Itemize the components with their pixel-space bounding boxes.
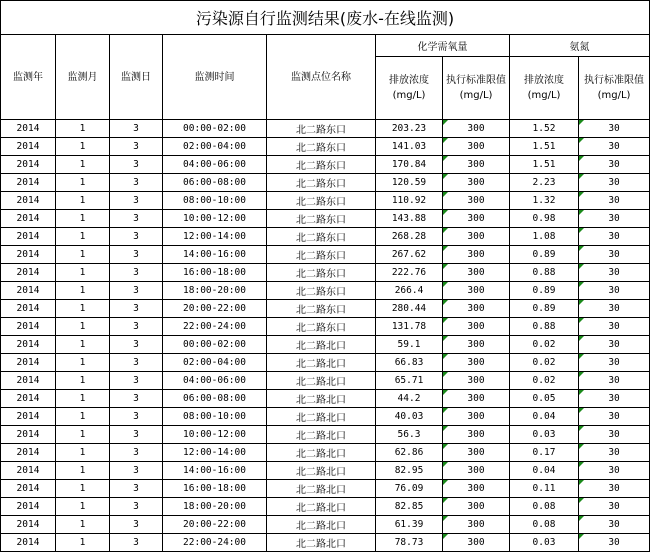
cell-year: 2014	[1, 192, 56, 210]
cell-time: 04:00-06:00	[163, 372, 267, 390]
cell-day: 3	[110, 516, 163, 534]
cell-cod-concentration: 120.59	[376, 174, 443, 192]
cell-month: 1	[56, 246, 110, 264]
cell-nh3-limit: 30	[579, 120, 650, 138]
cell-cod-limit: 300	[443, 534, 510, 552]
cell-nh3-concentration: 0.08	[510, 516, 579, 534]
cell-cod-limit: 300	[443, 462, 510, 480]
cell-cod-concentration: 131.78	[376, 318, 443, 336]
cell-day: 3	[110, 120, 163, 138]
cell-cod-concentration: 82.85	[376, 498, 443, 516]
cell-day: 3	[110, 534, 163, 552]
cell-nh3-concentration: 0.98	[510, 210, 579, 228]
header-nh3-concentration: 排放浓度(mg/L)	[510, 57, 579, 120]
cell-month: 1	[56, 138, 110, 156]
cell-year: 2014	[1, 228, 56, 246]
cell-time: 10:00-12:00	[163, 426, 267, 444]
table-row	[1, 372, 650, 390]
cell-time: 06:00-08:00	[163, 174, 267, 192]
cell-cod-limit: 300	[443, 120, 510, 138]
cell-nh3-concentration: 0.02	[510, 354, 579, 372]
cell-time: 06:00-08:00	[163, 390, 267, 408]
cell-nh3-concentration: 0.89	[510, 300, 579, 318]
cell-cod-concentration: 143.88	[376, 210, 443, 228]
header-group-cod: 化学需氧量	[376, 35, 510, 57]
cell-month: 1	[56, 408, 110, 426]
cell-cod-limit: 300	[443, 498, 510, 516]
cell-time: 14:00-16:00	[163, 462, 267, 480]
cell-cod-limit: 300	[443, 282, 510, 300]
cell-time: 12:00-14:00	[163, 444, 267, 462]
cell-year: 2014	[1, 120, 56, 138]
cell-nh3-limit: 30	[579, 480, 650, 498]
cell-day: 3	[110, 264, 163, 282]
cell-monitoring-point: 北二路北口	[267, 480, 376, 498]
cell-time: 02:00-04:00	[163, 138, 267, 156]
cell-nh3-concentration: 0.02	[510, 336, 579, 354]
cell-nh3-limit: 30	[579, 228, 650, 246]
cell-year: 2014	[1, 174, 56, 192]
cell-nh3-concentration: 0.89	[510, 246, 579, 264]
cell-day: 3	[110, 138, 163, 156]
cell-monitoring-point: 北二路东口	[267, 192, 376, 210]
cell-nh3-limit: 30	[579, 390, 650, 408]
cell-nh3-concentration: 0.11	[510, 480, 579, 498]
cell-year: 2014	[1, 516, 56, 534]
cell-month: 1	[56, 426, 110, 444]
cell-nh3-concentration: 1.32	[510, 192, 579, 210]
cell-cod-concentration: 268.28	[376, 228, 443, 246]
table-row	[1, 210, 650, 228]
cell-time: 22:00-24:00	[163, 534, 267, 552]
cell-monitoring-point: 北二路东口	[267, 264, 376, 282]
cell-year: 2014	[1, 282, 56, 300]
cell-year: 2014	[1, 426, 56, 444]
cell-year: 2014	[1, 372, 56, 390]
cell-monitoring-point: 北二路北口	[267, 372, 376, 390]
cell-cod-concentration: 170.84	[376, 156, 443, 174]
cell-cod-concentration: 61.39	[376, 516, 443, 534]
cell-day: 3	[110, 282, 163, 300]
cell-year: 2014	[1, 408, 56, 426]
cell-nh3-concentration: 1.51	[510, 138, 579, 156]
cell-day: 3	[110, 480, 163, 498]
cell-day: 3	[110, 318, 163, 336]
cell-nh3-limit: 30	[579, 174, 650, 192]
cell-nh3-limit: 30	[579, 498, 650, 516]
page-title: 污染源自行监测结果(废水-在线监测)	[1, 1, 650, 35]
cell-month: 1	[56, 462, 110, 480]
cell-cod-limit: 300	[443, 210, 510, 228]
cell-cod-concentration: 222.76	[376, 264, 443, 282]
cell-cod-concentration: 44.2	[376, 390, 443, 408]
table-row	[1, 480, 650, 498]
cell-time: 18:00-20:00	[163, 282, 267, 300]
cell-year: 2014	[1, 318, 56, 336]
cell-day: 3	[110, 372, 163, 390]
cell-day: 3	[110, 390, 163, 408]
cell-cod-limit: 300	[443, 138, 510, 156]
cell-time: 10:00-12:00	[163, 210, 267, 228]
cell-month: 1	[56, 192, 110, 210]
cell-monitoring-point: 北二路北口	[267, 390, 376, 408]
header-year: 监测年	[1, 35, 56, 120]
cell-day: 3	[110, 444, 163, 462]
cell-nh3-concentration: 0.03	[510, 534, 579, 552]
cell-month: 1	[56, 354, 110, 372]
table-row	[1, 246, 650, 264]
cell-month: 1	[56, 498, 110, 516]
cell-day: 3	[110, 156, 163, 174]
header-cod-limit: 执行标准限值(mg/L)	[443, 57, 510, 120]
table-body	[1, 120, 650, 552]
table-row	[1, 444, 650, 462]
cell-nh3-concentration: 0.05	[510, 390, 579, 408]
header-month: 监测月	[56, 35, 110, 120]
cell-time: 16:00-18:00	[163, 264, 267, 282]
cell-nh3-limit: 30	[579, 408, 650, 426]
header-time: 监测时间	[163, 35, 267, 120]
cell-year: 2014	[1, 300, 56, 318]
cell-month: 1	[56, 336, 110, 354]
cell-year: 2014	[1, 156, 56, 174]
cell-cod-concentration: 76.09	[376, 480, 443, 498]
cell-cod-limit: 300	[443, 354, 510, 372]
cell-monitoring-point: 北二路北口	[267, 336, 376, 354]
cell-nh3-concentration: 0.88	[510, 318, 579, 336]
cell-year: 2014	[1, 480, 56, 498]
cell-cod-concentration: 141.03	[376, 138, 443, 156]
cell-day: 3	[110, 174, 163, 192]
cell-month: 1	[56, 174, 110, 192]
cell-monitoring-point: 北二路东口	[267, 210, 376, 228]
cell-month: 1	[56, 516, 110, 534]
cell-day: 3	[110, 462, 163, 480]
cell-cod-concentration: 66.83	[376, 354, 443, 372]
cell-nh3-concentration: 1.51	[510, 156, 579, 174]
cell-monitoring-point: 北二路东口	[267, 120, 376, 138]
cell-cod-concentration: 110.92	[376, 192, 443, 210]
table-row	[1, 336, 650, 354]
table-row	[1, 192, 650, 210]
cell-day: 3	[110, 210, 163, 228]
cell-time: 02:00-04:00	[163, 354, 267, 372]
cell-monitoring-point: 北二路东口	[267, 174, 376, 192]
table-row	[1, 264, 650, 282]
cell-month: 1	[56, 282, 110, 300]
cell-month: 1	[56, 264, 110, 282]
cell-nh3-concentration: 1.52	[510, 120, 579, 138]
table-row	[1, 300, 650, 318]
cell-year: 2014	[1, 354, 56, 372]
cell-year: 2014	[1, 138, 56, 156]
cell-cod-limit: 300	[443, 390, 510, 408]
cell-cod-limit: 300	[443, 174, 510, 192]
cell-nh3-concentration: 0.04	[510, 462, 579, 480]
cell-nh3-limit: 30	[579, 444, 650, 462]
cell-monitoring-point: 北二路北口	[267, 534, 376, 552]
cell-monitoring-point: 北二路东口	[267, 318, 376, 336]
table-row	[1, 282, 650, 300]
cell-monitoring-point: 北二路北口	[267, 354, 376, 372]
cell-monitoring-point: 北二路东口	[267, 282, 376, 300]
header-cod-concentration: 排放浓度(mg/L)	[376, 57, 443, 120]
cell-nh3-limit: 30	[579, 534, 650, 552]
cell-cod-limit: 300	[443, 246, 510, 264]
table-row	[1, 318, 650, 336]
cell-cod-concentration: 78.73	[376, 534, 443, 552]
cell-year: 2014	[1, 336, 56, 354]
cell-day: 3	[110, 408, 163, 426]
cell-day: 3	[110, 192, 163, 210]
cell-cod-concentration: 267.62	[376, 246, 443, 264]
table-row	[1, 534, 650, 552]
cell-nh3-limit: 30	[579, 138, 650, 156]
cell-time: 20:00-22:00	[163, 516, 267, 534]
cell-monitoring-point: 北二路东口	[267, 300, 376, 318]
table-row	[1, 390, 650, 408]
cell-cod-limit: 300	[443, 336, 510, 354]
cell-cod-concentration: 82.95	[376, 462, 443, 480]
cell-month: 1	[56, 210, 110, 228]
cell-monitoring-point: 北二路北口	[267, 408, 376, 426]
header-point: 监测点位名称	[267, 35, 376, 120]
table-row	[1, 462, 650, 480]
table-row	[1, 228, 650, 246]
cell-year: 2014	[1, 498, 56, 516]
cell-nh3-concentration: 0.04	[510, 408, 579, 426]
cell-year: 2014	[1, 444, 56, 462]
cell-nh3-limit: 30	[579, 192, 650, 210]
cell-cod-concentration: 62.86	[376, 444, 443, 462]
cell-cod-concentration: 59.1	[376, 336, 443, 354]
cell-nh3-limit: 30	[579, 516, 650, 534]
cell-monitoring-point: 北二路东口	[267, 138, 376, 156]
cell-time: 08:00-10:00	[163, 408, 267, 426]
cell-cod-limit: 300	[443, 426, 510, 444]
cell-cod-limit: 300	[443, 156, 510, 174]
cell-time: 04:00-06:00	[163, 156, 267, 174]
cell-time: 00:00-02:00	[163, 336, 267, 354]
cell-nh3-limit: 30	[579, 426, 650, 444]
cell-cod-limit: 300	[443, 228, 510, 246]
cell-nh3-limit: 30	[579, 372, 650, 390]
cell-day: 3	[110, 300, 163, 318]
cell-cod-concentration: 266.4	[376, 282, 443, 300]
cell-time: 22:00-24:00	[163, 318, 267, 336]
cell-day: 3	[110, 246, 163, 264]
cell-day: 3	[110, 498, 163, 516]
cell-nh3-limit: 30	[579, 354, 650, 372]
cell-time: 12:00-14:00	[163, 228, 267, 246]
cell-month: 1	[56, 444, 110, 462]
cell-nh3-limit: 30	[579, 336, 650, 354]
table-row	[1, 354, 650, 372]
cell-year: 2014	[1, 390, 56, 408]
cell-nh3-limit: 30	[579, 318, 650, 336]
table-row	[1, 120, 650, 138]
cell-cod-concentration: 56.3	[376, 426, 443, 444]
cell-time: 18:00-20:00	[163, 498, 267, 516]
cell-monitoring-point: 北二路北口	[267, 426, 376, 444]
cell-nh3-concentration: 0.88	[510, 264, 579, 282]
cell-nh3-limit: 30	[579, 210, 650, 228]
cell-monitoring-point: 北二路北口	[267, 498, 376, 516]
cell-month: 1	[56, 480, 110, 498]
cell-day: 3	[110, 228, 163, 246]
cell-cod-concentration: 203.23	[376, 120, 443, 138]
cell-year: 2014	[1, 462, 56, 480]
cell-time: 20:00-22:00	[163, 300, 267, 318]
cell-nh3-concentration: 1.08	[510, 228, 579, 246]
cell-nh3-concentration: 0.03	[510, 426, 579, 444]
cell-month: 1	[56, 372, 110, 390]
cell-year: 2014	[1, 246, 56, 264]
cell-day: 3	[110, 426, 163, 444]
cell-monitoring-point: 北二路北口	[267, 462, 376, 480]
cell-cod-concentration: 65.71	[376, 372, 443, 390]
cell-month: 1	[56, 318, 110, 336]
cell-nh3-concentration: 0.02	[510, 372, 579, 390]
cell-time: 16:00-18:00	[163, 480, 267, 498]
cell-month: 1	[56, 228, 110, 246]
cell-cod-concentration: 40.03	[376, 408, 443, 426]
cell-cod-limit: 300	[443, 264, 510, 282]
cell-cod-limit: 300	[443, 480, 510, 498]
cell-monitoring-point: 北二路东口	[267, 228, 376, 246]
cell-year: 2014	[1, 210, 56, 228]
cell-cod-limit: 300	[443, 516, 510, 534]
cell-time: 14:00-16:00	[163, 246, 267, 264]
cell-cod-limit: 300	[443, 372, 510, 390]
cell-monitoring-point: 北二路东口	[267, 156, 376, 174]
header-day: 监测日	[110, 35, 163, 120]
cell-cod-limit: 300	[443, 300, 510, 318]
cell-month: 1	[56, 534, 110, 552]
table-row	[1, 138, 650, 156]
table-row	[1, 156, 650, 174]
table-row	[1, 408, 650, 426]
cell-month: 1	[56, 300, 110, 318]
table-row	[1, 174, 650, 192]
cell-monitoring-point: 北二路东口	[267, 246, 376, 264]
cell-year: 2014	[1, 534, 56, 552]
header-nh3-limit: 执行标准限值(mg/L)	[579, 57, 650, 120]
cell-nh3-limit: 30	[579, 156, 650, 174]
cell-monitoring-point: 北二路北口	[267, 444, 376, 462]
cell-time: 00:00-02:00	[163, 120, 267, 138]
cell-cod-limit: 300	[443, 408, 510, 426]
cell-day: 3	[110, 354, 163, 372]
cell-month: 1	[56, 156, 110, 174]
cell-monitoring-point: 北二路北口	[267, 516, 376, 534]
cell-nh3-limit: 30	[579, 264, 650, 282]
cell-cod-limit: 300	[443, 444, 510, 462]
cell-day: 3	[110, 336, 163, 354]
cell-time: 08:00-10:00	[163, 192, 267, 210]
cell-nh3-limit: 30	[579, 300, 650, 318]
cell-nh3-concentration: 2.23	[510, 174, 579, 192]
header-group-nh3: 氨氮	[510, 35, 650, 57]
cell-nh3-concentration: 0.08	[510, 498, 579, 516]
table-row	[1, 498, 650, 516]
cell-year: 2014	[1, 264, 56, 282]
table-row	[1, 516, 650, 534]
cell-nh3-concentration: 0.17	[510, 444, 579, 462]
cell-nh3-limit: 30	[579, 462, 650, 480]
cell-cod-limit: 300	[443, 192, 510, 210]
cell-nh3-limit: 30	[579, 282, 650, 300]
cell-month: 1	[56, 120, 110, 138]
cell-cod-limit: 300	[443, 318, 510, 336]
cell-nh3-concentration: 0.89	[510, 282, 579, 300]
cell-nh3-limit: 30	[579, 246, 650, 264]
table-row	[1, 426, 650, 444]
cell-cod-concentration: 280.44	[376, 300, 443, 318]
cell-month: 1	[56, 390, 110, 408]
